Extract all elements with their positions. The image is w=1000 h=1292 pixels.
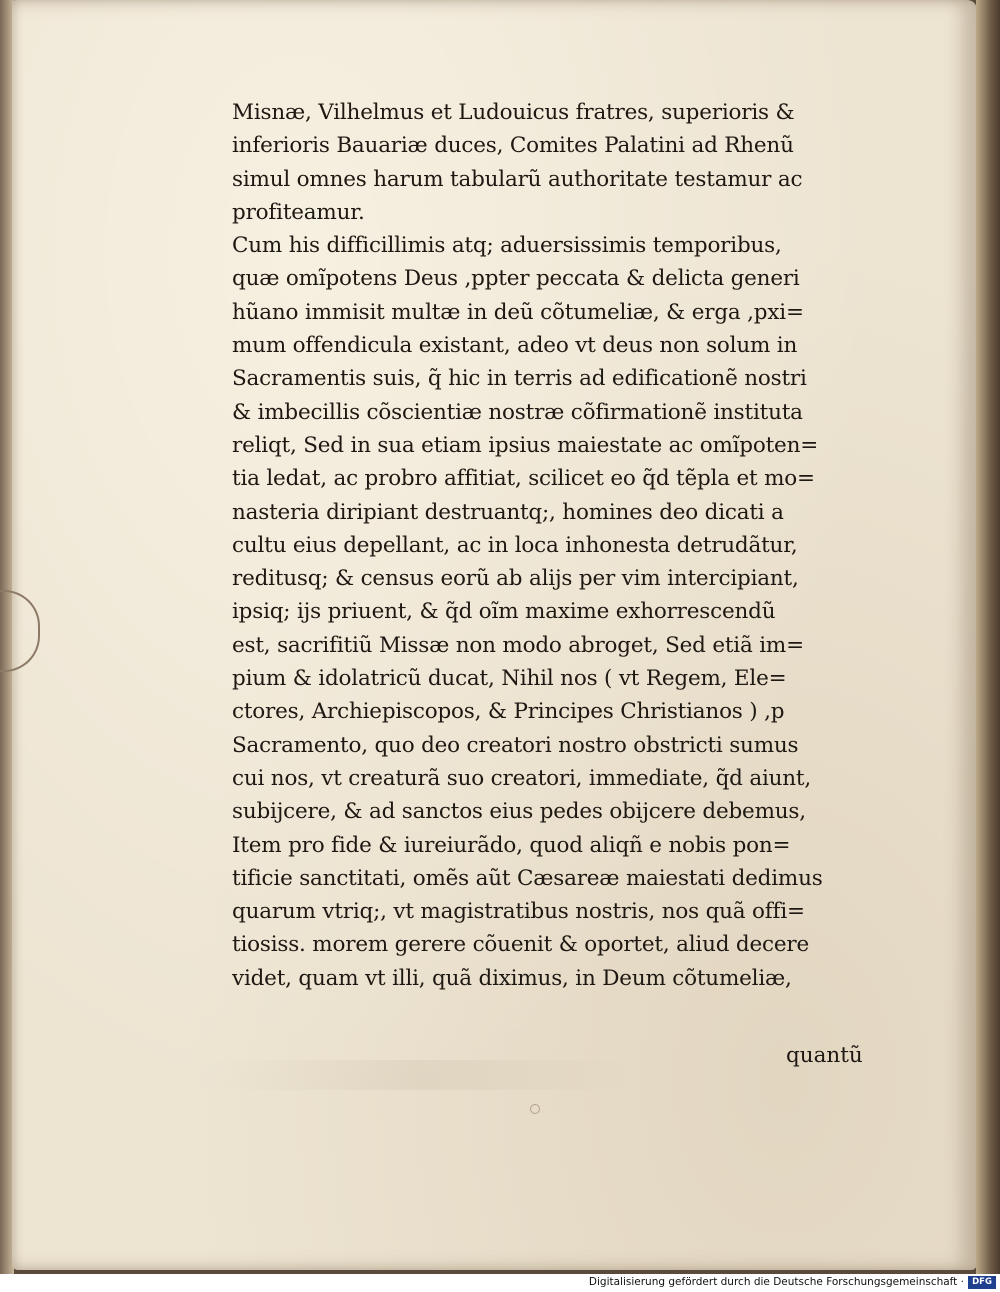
- body-text: [232, 96, 892, 995]
- text-line: tiosiss. morem gerere cõuenit & oportet, aliud decere: [232, 932, 809, 958]
- text-line: Item pro fide & iureiurãdo, quod aliqñ e nobis pon=: [232, 832, 791, 858]
- text-line: Sacramento, quo deo creatori nostro obstricti sumus: [232, 732, 799, 758]
- text-line: Misnæ, Vilhelmus et Ludouicus fratres, superioris &: [232, 100, 795, 125]
- footer-credit-text: Digitalisierung gefördert durch die Deutsche Forschungsgemeinschaft: [588, 1276, 958, 1288]
- text-line: Sacramentis suis, q̃ hic in terris ad edificationẽ nostri: [232, 366, 807, 392]
- text-line: profiteamur.: [232, 199, 365, 225]
- bleed-through-shadow: [212, 1060, 632, 1090]
- footer-bar: [0, 1274, 1000, 1292]
- text-line: quarum vtriq;, vt magistratibus nostris, nos quã offi=: [232, 899, 805, 925]
- text-line: reliqt, Sed in sua etiam ipsius maiestate ac omĩpoten=: [232, 432, 819, 458]
- text-line: & imbecillis cõscientiæ nostræ cõfirmationẽ instituta: [232, 399, 803, 425]
- text-line: quæ omĩpotens Deus ,ppter peccata & delicta generi: [232, 266, 800, 292]
- text-line: tificie sanctitati, omẽs aũt Cæsareæ maiestati dedimus: [232, 865, 823, 891]
- text-line: nasteria diripiant destruantq;, homines deo dicati a: [232, 499, 784, 525]
- dfg-logo-icon: DFG: [968, 1276, 996, 1289]
- text-line: cultu eius depellant, ac in loca inhonesta detrudãtur,: [232, 532, 798, 558]
- text-line: tia ledat, ac probro affitiat, scilicet eo q̃d tẽpla et mo=: [232, 466, 815, 492]
- text-line: inferioris Bauariæ duces, Comites Palatini ad Rhenũ: [232, 133, 794, 159]
- catchword: quantũ: [786, 1043, 863, 1068]
- text-line: ctores, Archiepiscopos, & Principes Christianos ) ,p: [232, 699, 785, 725]
- text-line: cui nos, vt creaturã suo creatori, immediate, q̃d aiunt,: [232, 765, 812, 791]
- book-page: [12, 0, 977, 1270]
- text-line: simul omnes harum tabularũ authoritate testamur ac: [232, 166, 803, 192]
- text-line: subijcere, & ad sanctos eius pedes obijcere debemus,: [232, 799, 806, 825]
- text-line: est, sacrifitiũ Missæ non modo abroget, Sed etiã im=: [232, 632, 804, 658]
- text-line: mum offendicula existant, adeo vt deus non solum in: [232, 333, 798, 359]
- page-fore-edge: [976, 0, 1000, 1274]
- text-line: hũano immisit multæ in deũ cõtumeliæ, & erga ,pxi=: [232, 299, 804, 325]
- footer-credit: [589, 1276, 964, 1288]
- text-line: videt, quam vt illi, quã diximus, in Deum cõtumeliæ,: [232, 965, 792, 991]
- footer-separator: ·: [960, 1276, 964, 1288]
- text-line: reditusq; & census eorũ ab alijs per vim intercipiant,: [232, 566, 799, 592]
- text-line: pium & idolatricũ ducat, Nihil nos ( vt Regem, Ele=: [232, 666, 787, 692]
- page-stain: [530, 1104, 540, 1114]
- text-line: Cum his difficillimis atq; aduersissimis temporibus,: [232, 233, 782, 259]
- text-line: ipsiq; ijs priuent, & q̃d oĩm maxime exhorrescendũ: [232, 599, 776, 625]
